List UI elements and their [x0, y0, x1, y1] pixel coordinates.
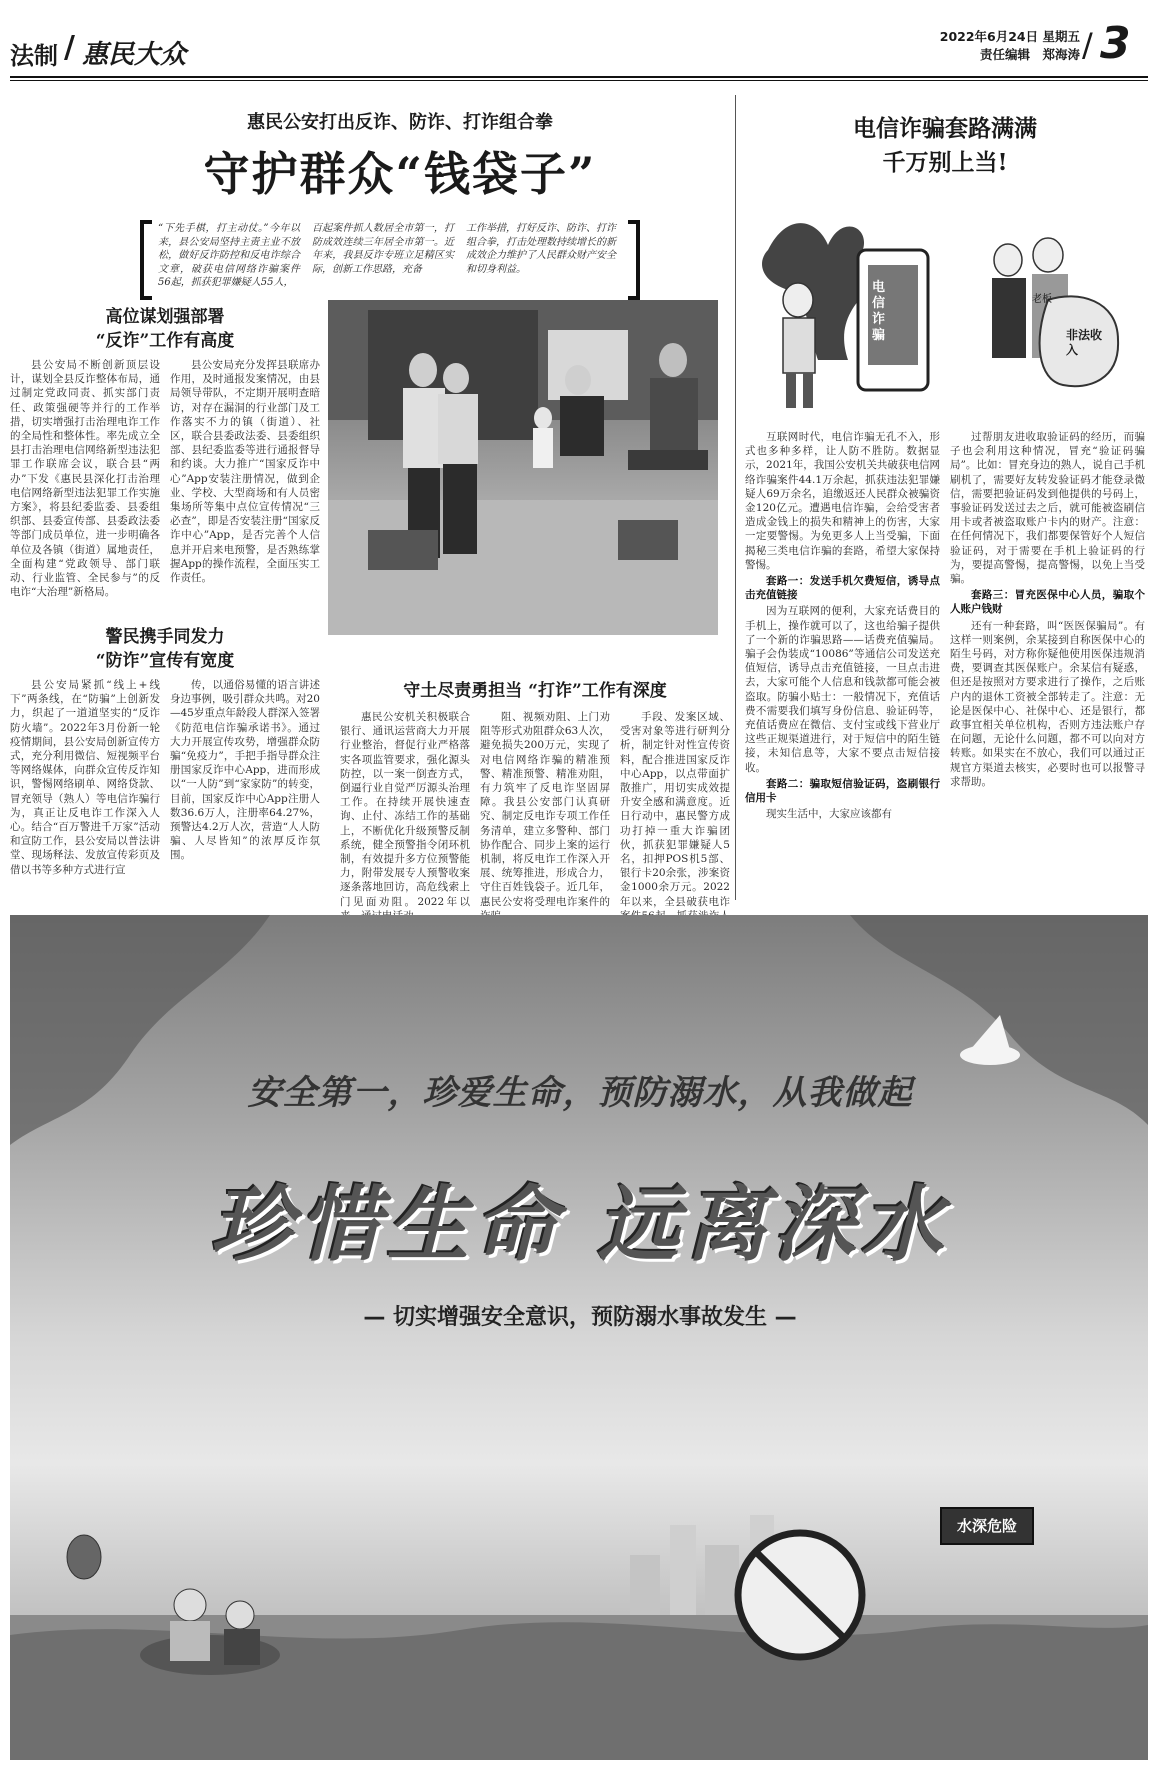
section3-col3: 手段、发案区域、受害对象等进行研判分析，制定针对性宣传资料，配合推进国家反诈中心App，以点带面扩散推广，用切实成效提升安全感和满意度。近日行动中，惠民警方成功打掉一重大诈骗团伙，抓获犯罪嫌疑人5名，扣押POS机5部、银行卡20余张，涉案资金1000余万元。2022年以来，全县破获电诈 [620, 711, 730, 908]
section-name: 法制 [10, 42, 58, 70]
warning-sign: 水深危险 [940, 1507, 1034, 1545]
cartoon-label-bag: 非法收入 [1066, 328, 1103, 357]
issue-date: 2022年6月24日 星期五 [939, 29, 1080, 44]
lead-col-1: “下先手棋，打主动仗。”今年以来，县公安局坚持主责主业不放松，做好反诈防控和反电诈综合文章，破获电信网络诈骗案件56起，抓获犯罪嫌疑人55人， [158, 223, 300, 288]
side-col1-p3: 现实生活中，大家应该都有 [766, 808, 892, 821]
side-col1 [745, 430, 940, 900]
section2-col2: 传，以通俗易懂的语言讲述身边事例，吸引群众共鸣。对20—45岁重点年龄段人群深入签署《防范电信诈骗承诺书》。通过大力开展宣传攻势，增强群众防骗“免疫力”，手把手指导群众注册国家反诈中心App，进而形成以“一人防”到“家家防”的转变，目前，国家反诈中心App注册人数36.6万人，注册率64.27%，预警达4.2万人次，营造“人人防骗、人尽皆知”的浓厚反诈氛围。 [170, 679, 320, 862]
side-col1-p1: 互联网时代，电信诈骗无孔不入，形式也多种多样，让人防不胜防。数据显示，2021年，我国公安机关共破获电信网络诈骗案件44.1万余起，抓获违法犯罪嫌疑人69万余名，追缴返还人民群众被骗资金120亿元。遭遇电信诈骗，会给受害者造成金钱上的损失和精神上的伤害，大家一定要警惕。为免更多人上当受骗，下面揭秘三类电信诈骗的套路，希望大家保持警惕。 [745, 431, 940, 571]
banner-headline: 珍惜生命 远离深水 [210, 1178, 950, 1273]
main-title: 守护群众“钱袋子” [203, 147, 597, 201]
side-col2 [950, 430, 1145, 900]
section2-col1: 县公安局紧抓“线上+线下”两条线，在“防骗”上创新发力，织起了一道道坚实的“反诈防火墙”。2022年3月份新一轮疫情期间，县公安局创新宣传方式，充分利用微信、短视频平台等网络媒体，向群众宣传反诈知识，警惕网络刷单、网络贷款、冒充领导（熟人）等电信诈骗行为，真正让反电诈工作深入人心。结合“百万警进千万家”活动和宣防工作，县公安局以普法讲堂、现场释法、发放宣传彩页及借以书等多种方式进行宣 [10, 679, 160, 876]
side-sub2: 套路二：骗取短信验证码，盗刷银行信用卡 [745, 777, 940, 805]
section1-col1: 县公安局不断创新顶层设计，谋划全县反诈整体布局，通过制定党政同责、抓实部门责任、政策强硬等并行的工作举措，切实增强打击治理电诈工作的全局性和整体性。率先成立全县打击治理电信网络新型违法犯罪工作联席会议，联合县“两办”下发《惠民县深化打击治理电信网络新型违法犯罪工作实施方案》，将县纪委监委、县委组织部、县委宣传部、县委政法委等部门成员单位，进一步明确各单位及各镇（街道）属地责任，全面构建“党政领导、部门联动、行业监管、全民参与”的反电诈“大治理”新格局。 [10, 359, 160, 599]
lead-box [140, 218, 640, 294]
cartoon-label-phone: 电信诈骗 [872, 280, 886, 343]
banner-slogan: 安全第一，珍爱生命，预防溺水，从我做起 [247, 1073, 913, 1113]
header-rule [10, 76, 1148, 78]
section1-title: 高位谋划强部署 “反诈”工作有高度 [95, 307, 235, 351]
section-slash: / [64, 30, 75, 65]
lead-bracket-left [140, 220, 152, 300]
page-number-slash: / [1082, 26, 1093, 64]
cartoon-illustration [748, 190, 1143, 420]
section3-col2: 阻、视频劝阻、上门劝阻等形式劝阻群众63人次，避免损失200万元，实现了对电信网络诈骗的精准预警、精准预警、精准劝阻，有力筑牢了反电诈坚固屏障。我县公安部门认真研究、制定反电诈专项工作任务清单，建立多警种、部门协作配合、同步上案的运行机制，将反电诈工作深入开展、统筹推进，形成合力，守住百姓钱袋子。近几年，惠民公安将受理电诈案件的 [480, 711, 610, 908]
banner-subline: — 切实增强安全意识，预防溺水事故发生 — [363, 1305, 797, 1330]
lead-bracket-right [628, 220, 640, 300]
side-col2-p2: 还有一种套路，叫“医医保骗局”。有这样一则案例，余某接到自称医保中心的陌生号码，对方称你疑他使用医保违规消费，要调查其医保账户。余某信有疑惑，但还是按照对方要求进行了操作，之后账户内的退休工资被全部转走了。注意：无论是医保中心、社保中心、还是银行，都政事宜相关单位机构，否则方违法账户存在问题，无论什么问题，都不可以向对方转账。如果实在不放心，我们可以通过正规官方渠道去核实，必要时也可以报警寻求帮助。 [950, 619, 1145, 788]
side-title: 电信诈骗套路满满 千万别上当! [853, 115, 1037, 176]
side-sub3: 套路三：冒充医保中心人员，骗取个人账户钱财 [950, 589, 1145, 616]
page-number: 3 [1100, 18, 1131, 69]
side-col2-p1: 过帮朋友进收取验证码的经历，而骗子也会利用这种情况，冒充“验证码骗局”。比如：冒充身边的熟人，说自己手机刷机了，需要好友转发验证码才能登录微信，需要把验证码发到他提供的号码上，事验证码发送过去之后，就可能被盗刷信用卡或者被盗取账户卡内的财产。注意：在任何情况下，我们都要保管好个人短信验证码，对于需要在手机上验证码的行为，要提高警惕，提高警惕，以免上当受骗。 [950, 431, 1145, 586]
column-divider [735, 95, 736, 900]
header-rule-thin [10, 80, 1148, 81]
news-photo [328, 300, 718, 635]
section3-col1: 惠民公安机关积极联合银行、通讯运营商大力开展行业整治，督促行业严格落实各项监管要求，强化源头防控，以一案一倒查方式，倒逼行业自觉严厉源头治理工作。在持续开展快速查询、止付、冻结工作的基础上，不断优化升级预警反制系统，健全预警指令闭环机制，有效提升多方位预警能力，附带发展专人预警收案逐条落地回访，高危线索上门见面劝阻。2022年以 [340, 711, 470, 908]
drowning-banner [10, 915, 1148, 1760]
lead-col-3: 工作举措，打好反诈、防诈、打诈组合拳，打击处理数持续增长的新成效企力维护了人民群众财产安全和切身利益。 [466, 223, 616, 275]
lead-col-2: 百起案件抓人数居全市第一，打防成效连续三年居全市第一。近年来，我县反诈专班立足精区实际，创新工作思路，充备 [312, 223, 454, 275]
side-sub1: 套路一：发送手机欠费短信，诱导点击充值链接 [745, 575, 940, 602]
header-meta [860, 28, 1080, 72]
main-kicker: 惠民公安打出反诈、防诈、打诈组合拳 [247, 112, 553, 133]
section3-title: 守土尽责勇担当 “打诈”工作有深度 [403, 681, 667, 701]
section2-title: 警民携手同发力 “防诈”宣传有宽度 [95, 627, 235, 671]
side-col1-p2: 因为互联网的便利，大家充话费目的手机上，操作就可以了，这也给骗子提供了一个新的诈骗思路——话费充值骗局。骗子会伪装成“10086”等通信公司发送充值短信，诱导点击充值链接，一旦点击进去，大家可能个人信息和钱款都可能会被盗取。防骗小贴士：一般情况下，充值话费不需要我们填写身份信息、验证码等，充值话费应在微信、支付宝或线下营业厅这些正规渠道进行，对于短信中的陌生链接，未知信息等，大家不要点击短信接收。 [745, 605, 940, 774]
responsible-editor: 责任编辑 郑海涛 [979, 47, 1080, 62]
section1-col2: 县公安局充分发挥县联席办作用，及时通报发案情况，由县局领导带队，不定期开展明查暗访，对存在漏洞的行业部门及工作落实不力的镇（街道）、社区，联合县委政法委、县委组织部、县纪委监委等进行通报督导和约谈。大力推广“国家反诈中心”App安装注册情况，做到企业、学校、大型商场和有人员密集场所等集中点位宣传情况“三必查”，即是否安装注册“国家反诈中心”App，是否完善个人信息并开启来电预警，是否熟练掌握App的操作流程，全面压实工作责任。 [170, 359, 320, 585]
fraud-cartoon [748, 190, 1143, 420]
photo-scene [328, 300, 718, 635]
banner-background [10, 915, 1148, 1760]
masthead [10, 30, 310, 74]
cartoon-label-boss: 老板 [1032, 294, 1052, 305]
paper-name-logo: 惠民大众 [82, 40, 187, 70]
